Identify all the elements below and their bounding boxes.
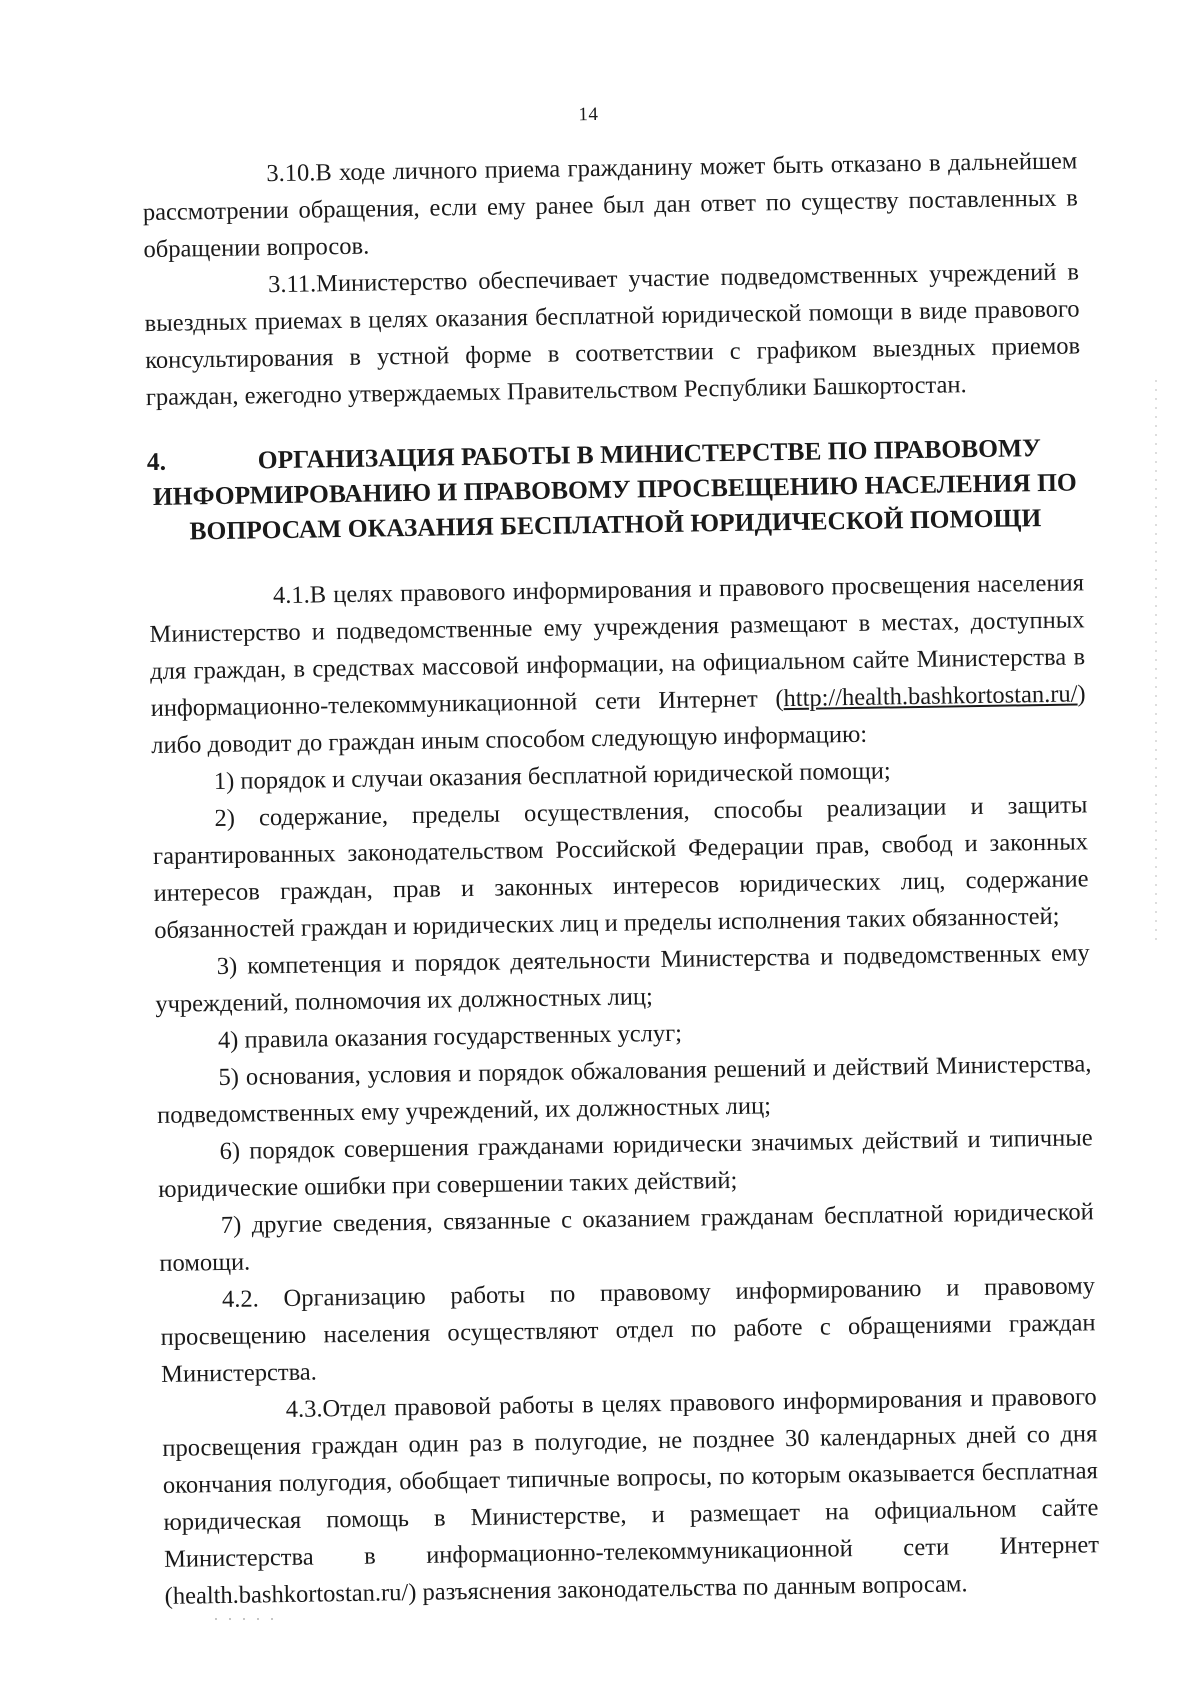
section-4-heading xyxy=(147,429,1084,549)
list-item: 4) правила оказания государственных услуг; xyxy=(217,1019,683,1055)
list-item: 2) содержание, пределы осуществления, способы реализации и защиты гарантированных законодательством Российской Федерации прав, свобод и законных интересов граждан, прав и законных интересов юридических лиц, содержание обязанностей граждан и юридических лиц и пределы исполнения таких обязанностей; xyxy=(152,791,1089,945)
paragraph-3-10 xyxy=(142,142,1079,268)
paragraph-text: Министерство обеспечивает участие подведомственных учреждений в выездных приемах в целях оказания бесплатной юридической помощи в виде правового консультирования в устной форме в соответствии с графиком выездных приемов граждан, ежегодно утверждаемых Правительством Республики Башкортостан. xyxy=(144,258,1081,412)
paragraph-number: 4.3. xyxy=(285,1395,323,1424)
section-title: ОРГАНИЗАЦИЯ РАБОТЫ В МИНИСТЕРСТВЕ ПО ПРАВОВОМУ ИНФОРМИРОВАНИЮ И ПРАВОВОМУ ПРОСВЕЩЕНИЮ НАСЕЛЕНИЯ ПО ВОПРОСАМ ОКАЗАНИЯ БЕСПЛАТНОЙ ЮРИДИЧЕСКОЙ ПОМОЩИ xyxy=(152,433,1077,546)
paragraph-text: В ходе личного приема гражданину может быть отказано в дальнейшем рассмотрении обращения, если ему ранее был дан ответ по существу поставленных в обращении вопросов. xyxy=(142,147,1079,264)
paragraph-text-end: ) либо доводит до граждан иным способом следующую информацию: xyxy=(151,680,1086,760)
paragraph-number: 3.11. xyxy=(267,270,317,299)
list-item: 5) основания, условия и порядок обжалования решений и действий Министерства, подведомственных ему учреждений, их должностных лиц; xyxy=(156,1050,1092,1129)
document-body xyxy=(142,142,1100,1615)
page-number: 14 xyxy=(578,103,599,126)
scan-artifact xyxy=(1155,380,1157,940)
paragraph-text: Организацию работы по правовому информированию и правовому просвещению населения осуществляют отдел по работе с обращениями граждан Министерства. xyxy=(160,1272,1096,1388)
paragraph-number: 4.2. xyxy=(221,1285,259,1313)
website-link[interactable]: http://health.bashkortostan.ru/ xyxy=(783,680,1078,713)
list-item: 7) другие сведения, связанные с оказанием гражданам бесплатной юридической помощи. xyxy=(159,1198,1094,1277)
section-number: 4. xyxy=(146,446,167,477)
paragraph-4-2 xyxy=(160,1267,1097,1393)
paragraph-3-11 xyxy=(144,253,1081,416)
paragraph-number: 4.1. xyxy=(272,581,310,610)
list-item: 6) порядок совершения гражданами юридически значимых действий и типичные юридические ошибки при совершении таких действий; xyxy=(158,1124,1093,1203)
list-item: 1) порядок и случаи оказания бесплатной юридической помощи; xyxy=(213,757,891,796)
paragraph-4-1 xyxy=(149,564,1087,764)
paragraph-text: В целях правового информирования и правового просвещения населения Министерство и подведомственные ему учреждения размещают в местах, доступных для граждан, в средствах массовой информации, на официальном сайте Министерства в информационно-телекоммуникационной сети Интернет ( xyxy=(149,569,1086,723)
paragraph-4-3 xyxy=(161,1378,1099,1615)
paragraph-number: 3.10. xyxy=(266,159,316,188)
scan-artifact xyxy=(215,1618,275,1620)
paragraph-text: Отдел правовой работы в целях правового информирования и правового просвещения граждан один раз в полугодие, не позднее 30 календарных дней со дня окончания полугодия, обобщает типичные вопросы, по которым оказывается бесплатная юридическая помощь в Министерстве, и размещает на официальном сайте Министерства в информационно-телекоммуникационной сети Интернет (health.bashkortostan.ru/) разъяснения законодательства по данным вопросам. xyxy=(162,1383,1100,1610)
list-item: 3) компетенция и порядок деятельности Министерства и подведомственных ему учреждений, полномочия их должностных лиц; xyxy=(155,939,1090,1019)
